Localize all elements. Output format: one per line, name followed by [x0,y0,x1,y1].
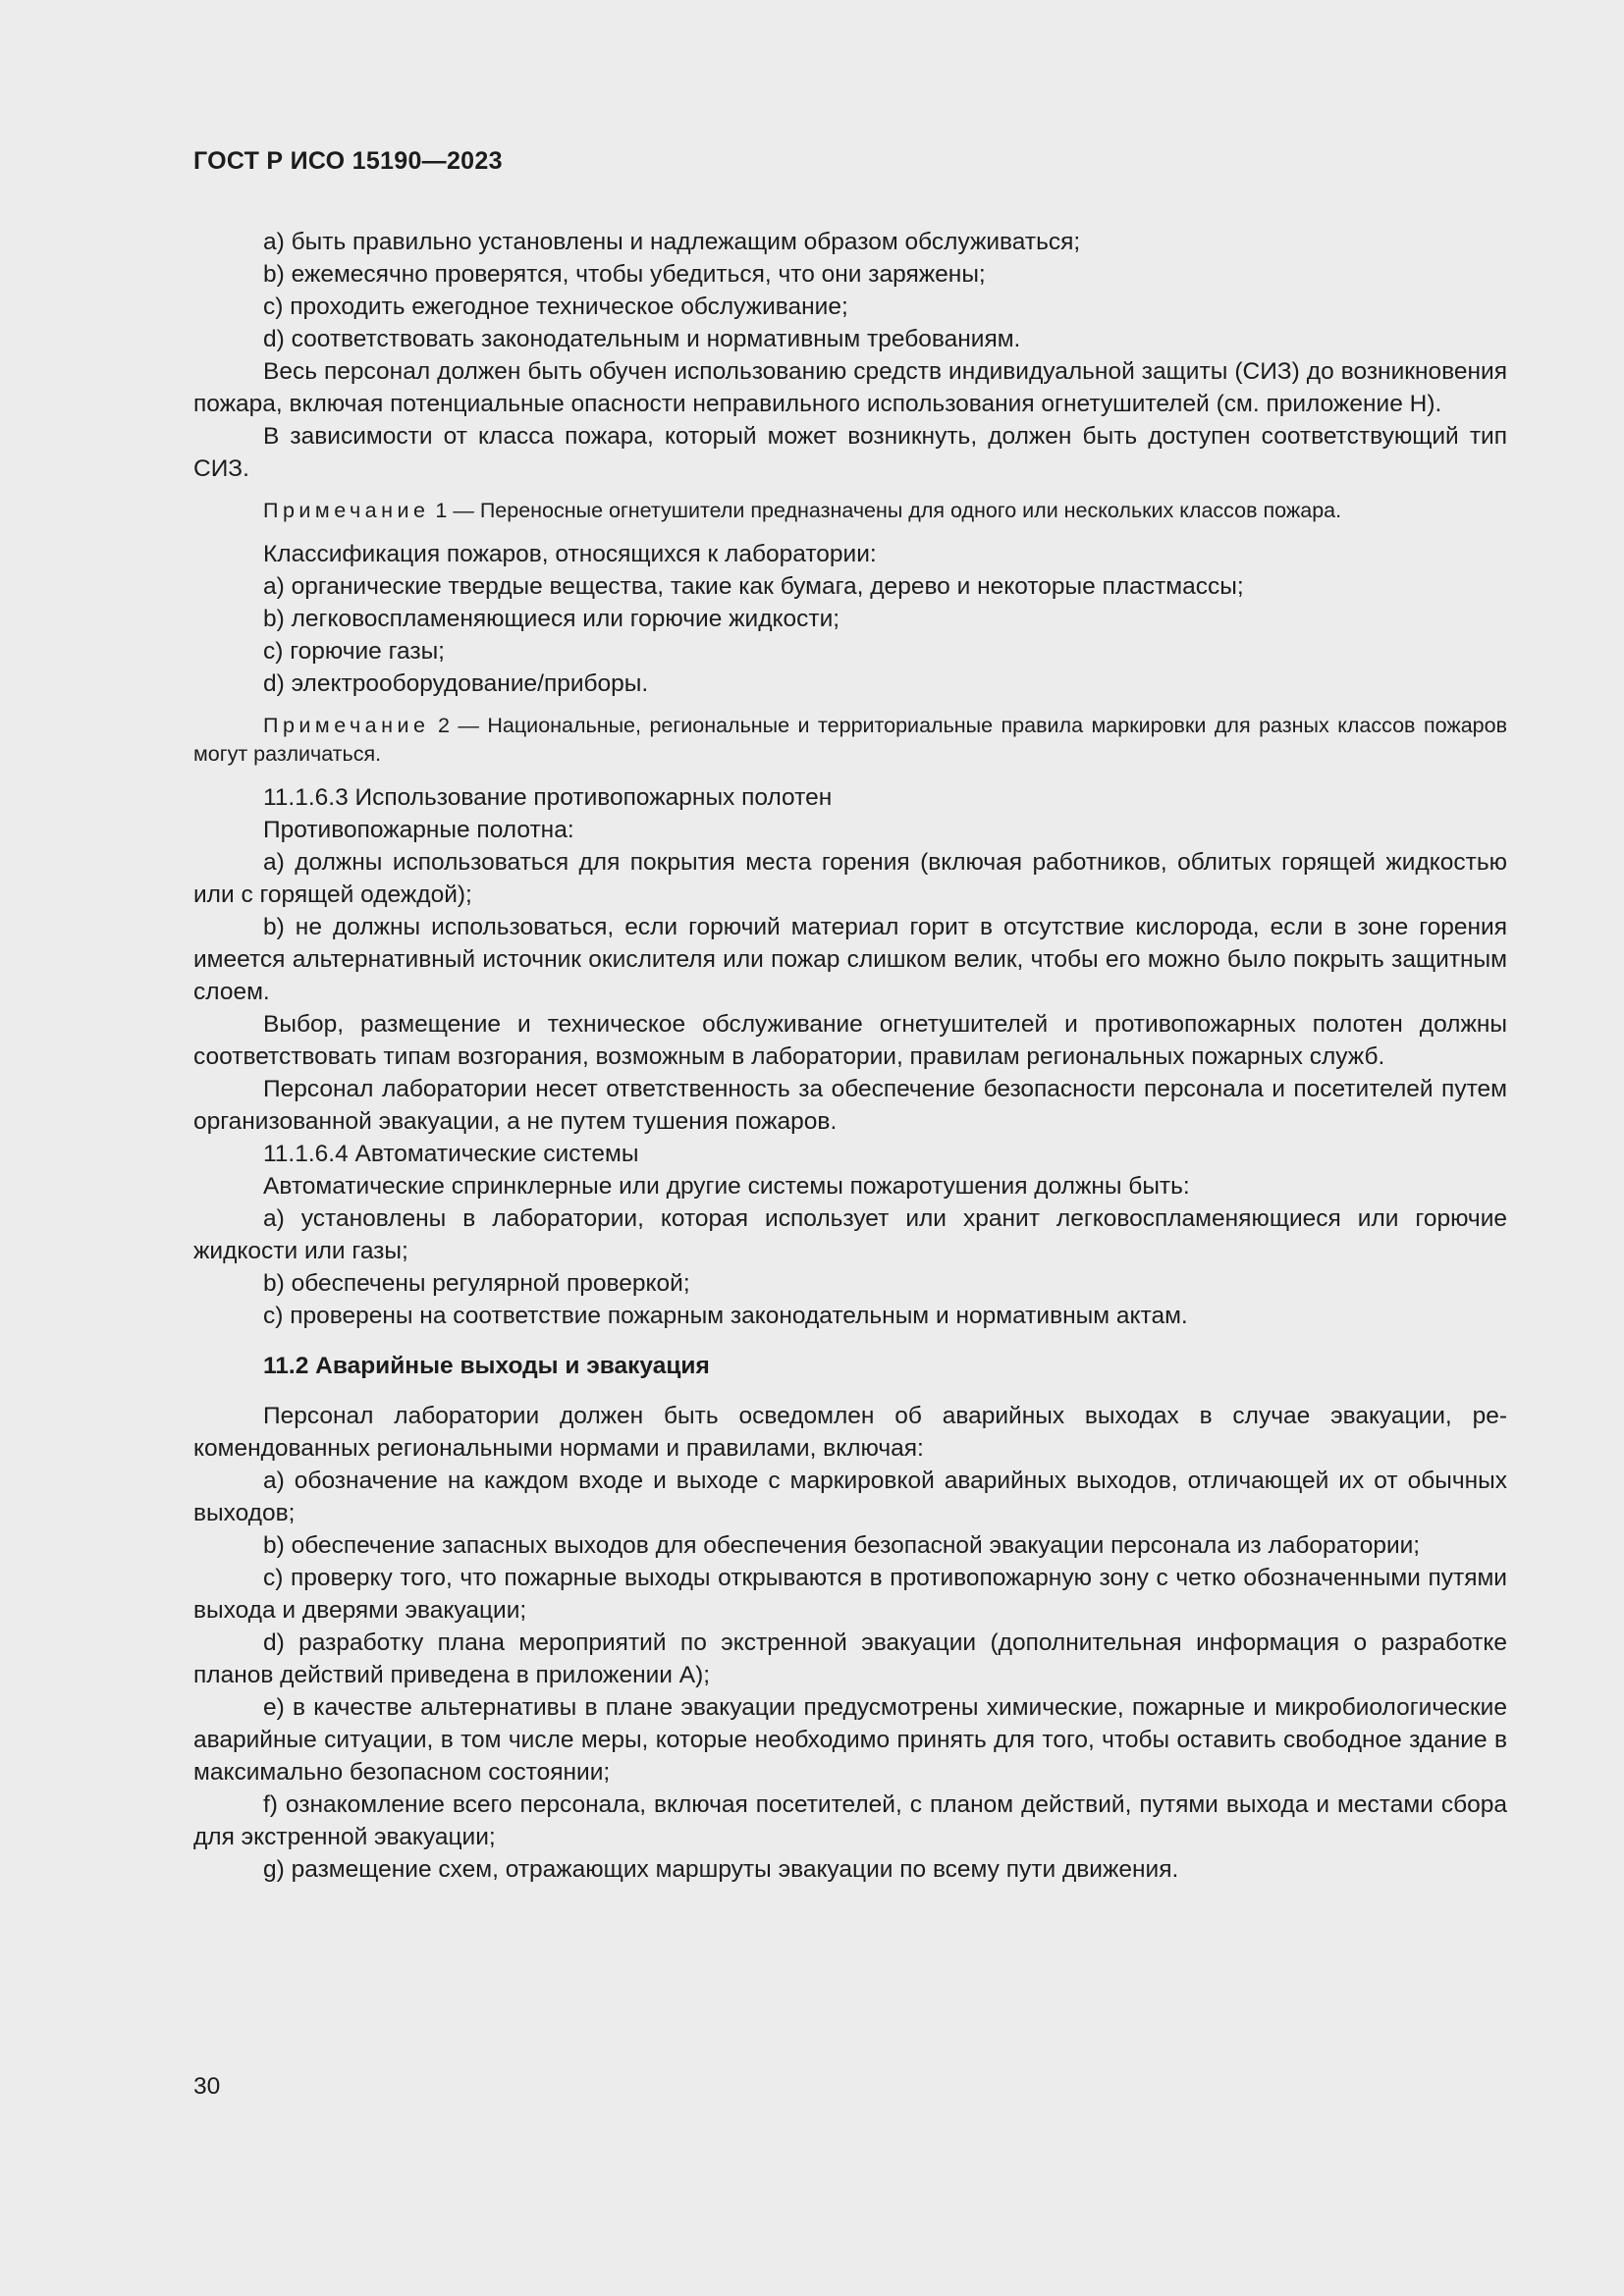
section-heading: 11.2 Аварийные выходы и эвакуация [263,1353,710,1379]
list-item: c) проверены на соответствие пожарным законодательным и нормативным актам. [263,1303,1188,1329]
paragraph: Классификация пожаров, относящихся к лаборатории: [263,541,877,567]
note-label: Примечание [263,714,430,737]
note-text: 2 — Национальные, региональные и территориальные правила маркировки для разных классов пожаров могут различаться. [193,714,1507,766]
list-item: a) установлены в лаборатории, которая использует или хранит легковоспламеняющиеся или горючие жидкости или газы; [193,1205,1507,1264]
list-item: b) обеспечение запасных выходов для обеспечения безопасной эвакуации персонала из лаборатории; [263,1532,1421,1559]
list-item: b) не должны использоваться, если горючий материал горит в отсутствие кислорода, если в зоне горения имеется альтернативный источник окислителя или пожар слишком велик, чтобы его можно было покрыть защитным слоем. [193,914,1507,1005]
paragraph: В зависимости от класса пожара, который может возникнуть, должен быть доступен соответствующий тип СИЗ. [193,423,1507,482]
list-item: c) проверку того, что пожарные выходы открываются в противопожарную зону с четко обозначенными путями выхода и дверями эвакуации; [193,1565,1507,1624]
list-item: d) электрооборудование/приборы. [263,670,649,697]
list-item: g) размещение схем, отражающих маршруты эвакуации по всему пути движения. [263,1856,1179,1883]
list-item: b) ежемесячно проверятся, чтобы убедиться, что они заряжены; [263,261,986,288]
list-item: d) разработку плана мероприятий по экстренной эвакуации (дополнительная информация о разработке планов действий приведена в приложении А); [193,1629,1507,1688]
list-item: d) соответствовать законодательным и нормативным требованиям. [263,326,1021,352]
paragraph: Персонал лаборатории несет ответственность за обеспечение безопасности персонала и посетителей путем организованной эвакуации, а не путем тушения пожаров. [193,1076,1507,1135]
note-label: Примечание [263,499,430,522]
list-item: f) ознакомление всего персонала, включая посетителей, с планом действий, путями выхода и местами сбора для экстренной эвакуации; [193,1791,1507,1850]
paragraph: Персонал лаборатории должен быть осведомлен об аварийных выходах в случае эвакуации, рекомендованных региональными нормами и правилами, включая: [193,1403,1507,1462]
note-1 [193,497,1507,525]
list-item: a) органические твердые вещества, такие как бумага, дерево и некоторые пластмассы; [263,573,1244,600]
page-body [193,226,1507,1886]
note-2 [193,712,1507,769]
subsection-title: 11.1.6.4 Автоматические системы [263,1141,639,1167]
paragraph: Автоматические спринклерные или другие системы пожаротушения должны быть: [263,1173,1190,1200]
page-number: 30 [193,2073,221,2100]
list-item: b) обеспечены регулярной проверкой; [263,1270,690,1297]
list-item: b) легковоспламеняющиеся или горючие жидкости; [263,606,840,632]
paragraph: Весь персонал должен быть обучен использованию средств индивидуальной защиты (СИЗ) до возникновения пожара, включая потенциальные опасности неправильного использования огнетушителей (см. приложение Н). [193,358,1507,417]
list-item: a) быть правильно установлены и надлежащим образом обслуживаться; [263,229,1081,255]
list-item: e) в качестве альтернативы в плане эвакуации предусмотрены химические, пожарные и микробиологические аварийные ситуации, в том числе меры, которые необходимо принять для того, чтобы оставить свободное здание в максимально безопасном состоянии; [193,1694,1507,1786]
subsection-title: 11.1.6.3 Использование противопожарных полотен [263,784,833,811]
list-item: a) обозначение на каждом входе и выходе с маркировкой аварийных выходов, отличающей их от обычных выходов; [193,1468,1507,1526]
note-text: 1 — Переносные огнетушители предназначены для одного или нескольких классов пожара. [429,499,1342,522]
paragraph: Выбор, размещение и техническое обслуживание огнетушителей и противопожарных полотен должны соответствовать типам возгорания, возможным в лаборатории, правилам региональных пожарных служб. [193,1011,1507,1070]
paragraph: Противопожарные полотна: [263,817,574,843]
list-item: a) должны использоваться для покрытия места горения (включая работников, облитых горящей жидкостью или с горящей одеждой); [193,849,1507,908]
list-item: c) проходить ежегодное техническое обслуживание; [263,294,848,320]
list-item: c) горючие газы; [263,638,445,665]
document-header: ГОСТ Р ИСО 15190—2023 [193,147,503,175]
